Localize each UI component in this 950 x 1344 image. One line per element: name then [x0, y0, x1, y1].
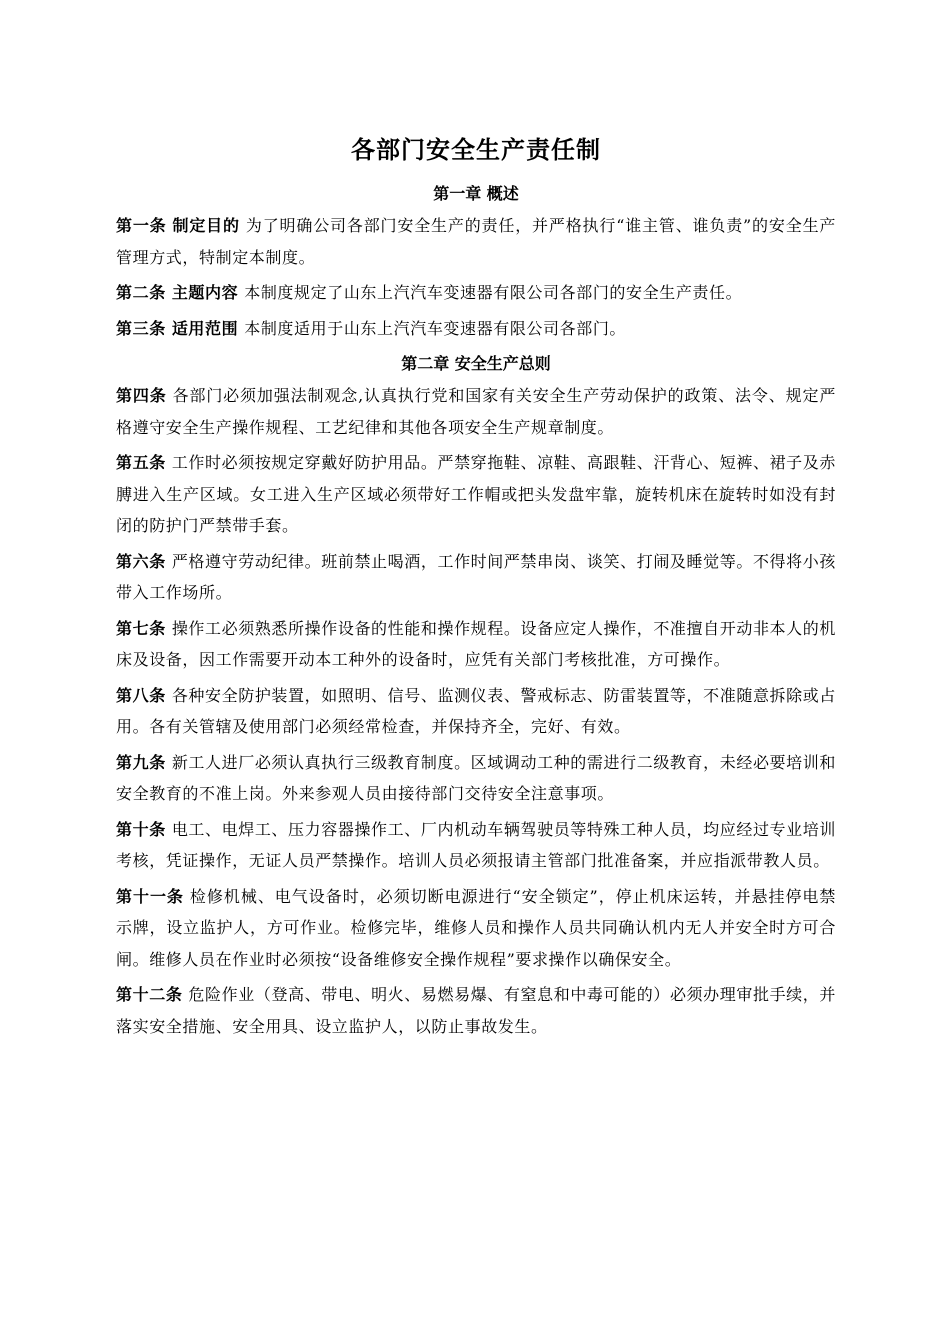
article-number: 第六条: [116, 551, 166, 571]
article-number: 第十条: [116, 819, 166, 839]
article-number: 第八条: [116, 685, 166, 705]
article-text: 操作工必须熟悉所操作设备的性能和操作规程。设备应定人操作，不准擅自开动非本人的机床及设备，因工作需要开动本工种外的设备时，应凭有关部门考核批准，方可操作。: [116, 618, 836, 669]
article-11: [116, 881, 836, 976]
article-number: 第四条: [116, 386, 167, 405]
article-text: 工作时必须按规定穿戴好防护用品。严禁穿拖鞋、凉鞋、高跟鞋、汗背心、短裤、裙子及赤膊进入生产区域。女工进入生产区域必须带好工作帽或把头发盘牢靠，旋转机床在旋转时如没有封闭的防护门严禁带手套。: [116, 453, 836, 535]
article-text: 为了明确公司各部门安全生产的责任，并严格执行“谁主管、谁负责”的安全生产管理方式，特制定本制度。: [116, 216, 836, 267]
article-topic: 制定目的: [172, 216, 240, 235]
article-number: 第一条: [116, 216, 167, 235]
article-number: 第七条: [116, 618, 166, 638]
article-text: 各种安全防护装置，如照明、信号、监测仪表、警戒标志、防雷装置等，不准随意拆除或占用。各有关管辖及使用部门必须经常检查，并保持齐全，完好、有效。: [116, 685, 836, 736]
article-topic: 适用范围: [171, 318, 239, 338]
article-8: [116, 680, 836, 743]
article-10: [116, 814, 836, 877]
article-5: [116, 447, 836, 542]
article-6: [116, 546, 836, 609]
document-title: 各部门安全生产责任制: [351, 136, 601, 164]
article-text: 本制度规定了山东上汽汽车变速器有限公司各部门的安全生产责任。: [244, 283, 743, 302]
article-text: 新工人进厂必须认真执行三级教育制度。区域调动工种的需进行二级教育，未经必要培训和安全教育的不准上岗。外来参观人员由接待部门交待安全注意事项。: [116, 752, 836, 803]
article-text: 严格遵守劳动纪律。班前禁止喝酒，工作时间严禁串岗、谈笑、打闹及睡觉等。不得将小孩带入工作场所。: [116, 551, 836, 602]
article-topic: 主题内容: [171, 283, 239, 302]
article-text: 检修机械、电气设备时，必须切断电源进行“安全锁定”，停止机床运转，并悬挂停电禁示牌，设立监护人，方可作业。检修完毕，维修人员和操作人员共同确认机内无人并安全时方可合闸。维修人员在作业时必须按“设备维修安全操作规程”要求操作以确保安全。: [116, 886, 837, 969]
article-text: 电工、电焊工、压力容器操作工、厂内机动车辆驾驶员等特殊工种人员，均应经过专业培训考核，凭证操作，无证人员严禁操作。培训人员必须报请主管部门批准备案，并应指派带教人员。: [116, 819, 836, 870]
article-12: [116, 979, 836, 1042]
article-text: 本制度适用于山东上汽汽车变速器有限公司各部门。: [244, 318, 627, 338]
article-1: [116, 210, 836, 273]
article-text: 各部门必须加强法制观念,认真执行党和国家有关安全生产劳动保护的政策、法令、规定严格遵守安全生产操作规程、工艺纪律和其他各项安全生产规章制度。: [116, 386, 836, 437]
article-number: 第九条: [116, 752, 166, 772]
chapter-heading-2: 第二章 安全生产总则: [401, 354, 551, 373]
article-2: [116, 277, 836, 309]
document-page: [116, 130, 836, 1046]
article-number: 第三条: [116, 318, 166, 338]
article-number: 第五条: [116, 453, 166, 472]
article-text: 危险作业（登高、带电、明火、易燃易爆、有窒息和中毒可能的）必须办理审批手续，并落实安全措施、安全用具、设立监护人，以防止事故发生。: [116, 985, 836, 1036]
article-9: [116, 747, 836, 810]
chapter-heading-1: 第一章 概述: [433, 184, 519, 203]
article-number: 第十二条: [116, 985, 183, 1004]
article-4: [116, 380, 836, 443]
article-7: [116, 613, 836, 676]
article-number: 第二条: [116, 283, 166, 302]
article-number: 第十一条: [116, 886, 184, 906]
article-3: [116, 313, 836, 345]
